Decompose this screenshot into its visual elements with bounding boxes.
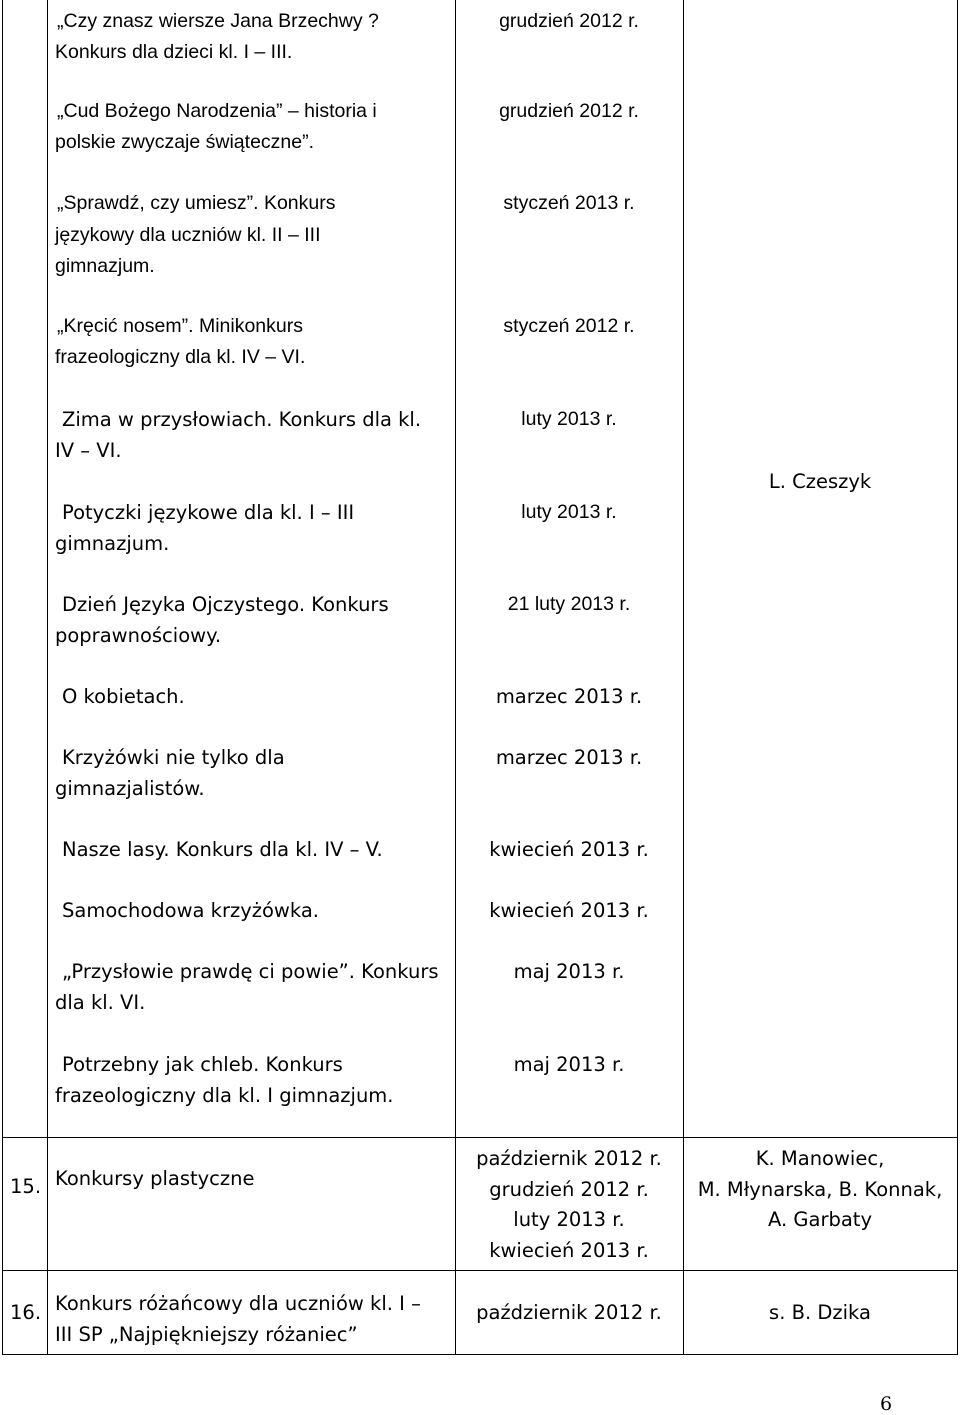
event-title: gimnazjalistów. bbox=[55, 777, 205, 800]
event-date: kwiecień 2013 r. bbox=[489, 838, 649, 861]
event-title: polskie zwyczaje świąteczne”. bbox=[55, 131, 315, 153]
event-title: O kobietach. bbox=[62, 685, 185, 708]
event-title: frazeologiczny dla kl. IV – VI. bbox=[55, 346, 306, 368]
event-title: gimnazjum. bbox=[55, 532, 170, 555]
row-title: Konkurs różańcowy dla uczniów kl. I – bbox=[55, 1292, 421, 1315]
event-title: „Przysłowie prawdę ci powie”. Konkurs bbox=[62, 960, 439, 983]
event-title: Potyczki językowe dla kl. I – III bbox=[62, 501, 355, 524]
responsible-person: L. Czeszyk bbox=[768, 470, 872, 493]
row-number: 15. bbox=[10, 1175, 42, 1198]
event-date: grudzień 2012 r. bbox=[499, 10, 639, 32]
event-date: luty 2013 r. bbox=[521, 501, 617, 523]
event-title: Potrzebny jak chleb. Konkurs bbox=[62, 1053, 343, 1076]
row-title: Konkursy plastyczne bbox=[55, 1167, 255, 1190]
event-date: marzec 2013 r. bbox=[495, 685, 643, 708]
event-title: Zima w przysłowiach. Konkurs dla kl. bbox=[62, 408, 422, 431]
responsible-person: A. Garbaty bbox=[768, 1208, 872, 1231]
page-number: 6 bbox=[880, 1393, 893, 1415]
event-title: „Kręcić nosem”. Minikonkurs bbox=[57, 315, 303, 337]
row-divider-15 bbox=[2, 1137, 958, 1138]
event-title: Konkurs dla dzieci kl. I – III. bbox=[55, 41, 293, 63]
event-title: poprawnościowy. bbox=[55, 624, 222, 647]
responsible-person: K. Manowiec, bbox=[755, 1147, 885, 1170]
event-date: październik 2012 r. bbox=[476, 1147, 662, 1170]
event-title: gimnazjum. bbox=[55, 255, 155, 277]
event-date: maj 2013 r. bbox=[513, 960, 625, 983]
table-border-bottom bbox=[2, 1354, 958, 1355]
event-title: IV – VI. bbox=[55, 439, 122, 462]
table-border-left bbox=[2, 0, 3, 1355]
event-date: styczeń 2013 r. bbox=[503, 192, 635, 214]
column-divider-number bbox=[47, 0, 48, 1355]
event-title: Dzień Języka Ojczystego. Konkurs bbox=[62, 593, 389, 616]
event-title: językowy dla uczniów kl. II – III bbox=[55, 224, 321, 246]
event-title: dla kl. VI. bbox=[55, 991, 146, 1014]
row-number: 16. bbox=[10, 1301, 42, 1324]
event-title: „Sprawdź, czy umiesz”. Konkurs bbox=[57, 192, 336, 214]
table-border-right bbox=[957, 0, 958, 1355]
event-date: luty 2013 r. bbox=[521, 408, 617, 430]
event-title: „Cud Bożego Narodzenia” – historia i bbox=[57, 100, 377, 122]
event-date: 21 luty 2013 r. bbox=[507, 593, 631, 615]
event-date: październik 2012 r. bbox=[476, 1301, 662, 1324]
event-title: Nasze lasy. Konkurs dla kl. IV – V. bbox=[62, 838, 383, 861]
event-date: styczeń 2012 r. bbox=[503, 315, 635, 337]
row-title: III SP „Najpiękniejszy różaniec” bbox=[55, 1323, 358, 1346]
event-date: grudzień 2012 r. bbox=[489, 1178, 649, 1201]
event-title: Samochodowa krzyżówka. bbox=[62, 899, 319, 922]
event-date: kwiecień 2013 r. bbox=[489, 899, 649, 922]
row-divider-16 bbox=[2, 1270, 958, 1271]
responsible-person: M. Młynarska, B. Konnak, bbox=[697, 1178, 943, 1201]
event-title: „Czy znasz wiersze Jana Brzechwy ? bbox=[57, 10, 379, 32]
event-date: maj 2013 r. bbox=[513, 1053, 625, 1076]
event-title: frazeologiczny dla kl. I gimnazjum. bbox=[55, 1084, 394, 1107]
event-date: marzec 2013 r. bbox=[495, 746, 643, 769]
event-date: luty 2013 r. bbox=[513, 1208, 625, 1231]
event-title: Krzyżówki nie tylko dla bbox=[62, 746, 285, 769]
event-date: grudzień 2012 r. bbox=[499, 100, 639, 122]
event-date: kwiecień 2013 r. bbox=[489, 1239, 649, 1262]
responsible-person: s. B. Dzika bbox=[769, 1301, 871, 1324]
